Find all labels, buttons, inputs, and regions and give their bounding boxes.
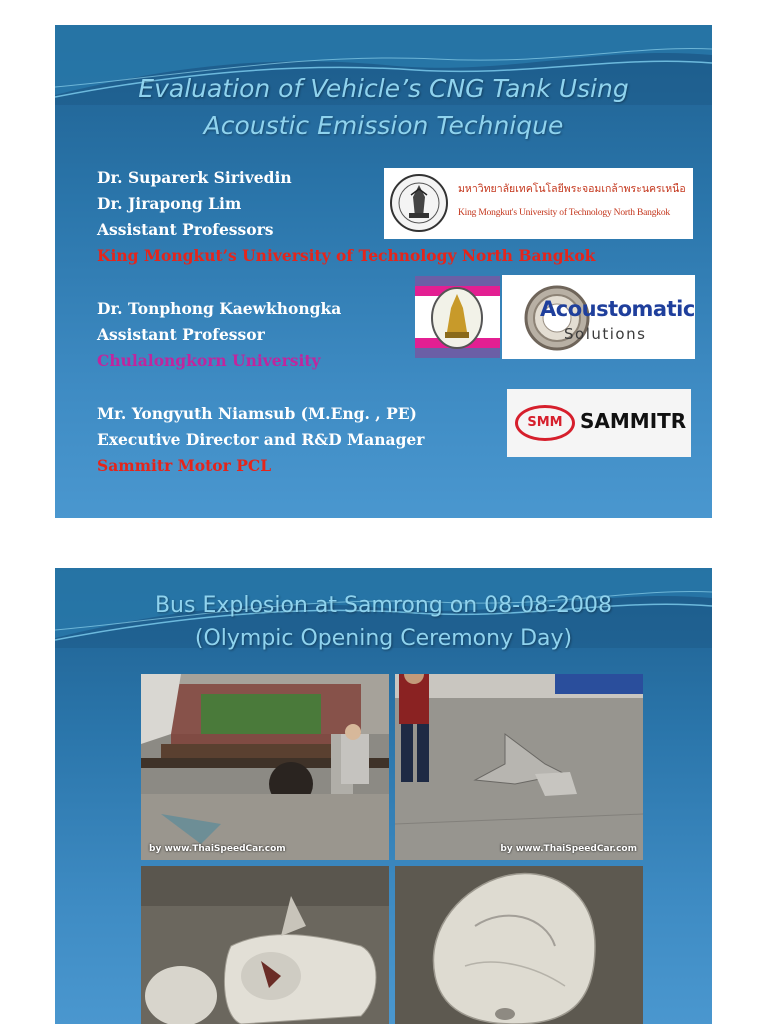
sammitr-logo bbox=[507, 389, 691, 457]
author-name: Dr. Tonphong Kaewkhongka bbox=[97, 299, 342, 318]
photo-bus-wreckage bbox=[141, 674, 389, 860]
photo-tank-fragment bbox=[395, 674, 643, 860]
acoustomatic-solutions: Solutions bbox=[564, 325, 647, 343]
author-title: Executive Director and R&D Manager bbox=[97, 430, 425, 449]
kmutnb-english-name: King Mongkut's University of Technology North Bangkok bbox=[458, 208, 670, 218]
slide-title-line-2: Acoustic Emission Technique bbox=[203, 111, 564, 140]
author-name: Dr. Suparerk Sirivedin bbox=[97, 168, 292, 187]
affiliation-sammitr: Sammitr Motor PCL bbox=[97, 456, 272, 475]
chulalongkorn-logo bbox=[415, 276, 500, 358]
author-name: Mr. Yongyuth Niamsub (M.Eng. , PE) bbox=[97, 404, 417, 423]
sammitr-name: SAMMITR bbox=[580, 409, 687, 433]
slide-2 bbox=[55, 568, 712, 1024]
slide-title-line-1: Evaluation of Vehicle’s CNG Tank Using bbox=[138, 74, 629, 103]
kmutnb-seal-icon bbox=[389, 173, 449, 233]
sammitr-mark-text: SMM bbox=[527, 415, 563, 430]
kmutnb-thai-name: มหาวิทยาลัยเทคโนโลยีพระจอมเกล้าพระนครเหนือ bbox=[458, 183, 686, 195]
phra-kiao-emblem-icon bbox=[427, 282, 487, 352]
slide-title-line-2: (Olympic Opening Ceremony Day) bbox=[194, 626, 573, 651]
photo-cng-tank bbox=[395, 866, 643, 1024]
author-title: Assistant Professors bbox=[97, 220, 274, 239]
kmutnb-logo bbox=[384, 168, 693, 239]
photo-credit: by www.ThaiSpeedCar.com bbox=[149, 844, 286, 854]
slide-1 bbox=[55, 25, 712, 518]
photo-tank-pieces bbox=[141, 866, 389, 1024]
author-title: Assistant Professor bbox=[97, 325, 265, 344]
sammitr-mark bbox=[515, 405, 575, 441]
author-name: Dr. Jirapong Lim bbox=[97, 194, 242, 213]
affiliation-chulalongkorn: Chulalongkorn University bbox=[97, 351, 321, 370]
affiliation-kmutnb: King Mongkut’s University of Technology North Bangkok bbox=[97, 246, 596, 265]
acoustomatic-name: Acoustomatic bbox=[540, 297, 695, 321]
slide-title-line-1: Bus Explosion at Samrong on 08-08-2008 bbox=[154, 593, 613, 618]
acoustomatic-logo bbox=[502, 275, 695, 359]
photo-credit: by www.ThaiSpeedCar.com bbox=[500, 844, 637, 854]
